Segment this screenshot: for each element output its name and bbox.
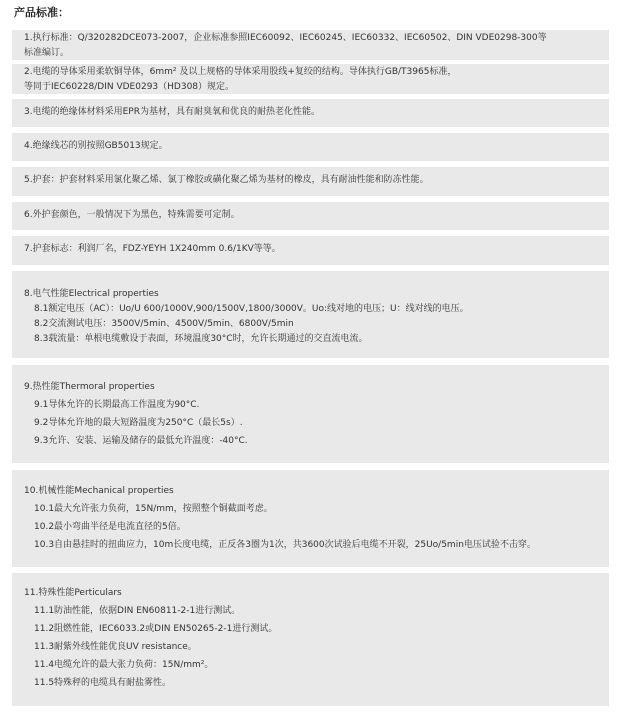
list-item: 11.4电缆允许的最大张力负荷：15N/mm²。 (34, 660, 214, 670)
list-item: 9.2导体允许地的最大短路温度为250°C（最长5s）. (34, 418, 243, 428)
thermal-properties-section (12, 365, 609, 463)
conductor-section (12, 64, 609, 94)
section-text: 等同于IEC60228/DIN VDE0293（HD308）规定。 (24, 82, 235, 92)
sheath-section (12, 167, 609, 196)
sheath-marking-section (12, 236, 609, 265)
list-item: 9.1导体允许的长期最高工作温度为90°C. (34, 400, 200, 410)
mechanical-properties-section (12, 470, 609, 567)
section-text: 3.电缆的绝缘体材料采用EPR为基材，具有耐臭氧和优良的耐热老化性能。 (24, 107, 320, 117)
section-text: 7.护套标志：利润厂名，FDZ-YEYH 1X240mm 0.6/1KV等等。 (24, 244, 281, 254)
list-item: 10.1最大允许张力负荷，15N/mm，按照整个铜截面考虑。 (34, 504, 273, 514)
section-text: 1.执行标准：Q/320282DCE073-2007，企业标准参照IEC60092、IEC60245、IEC60332、IEC60502、DIN VDE0298-300等 (24, 33, 547, 43)
list-item: 10.2最小弯曲半径是电流直径的5倍。 (34, 522, 186, 532)
standard-section-1 (12, 30, 609, 60)
list-item: 8.3载流量：单根电缆敷设于表面，环境温度30°C时，允许长期通过的交直流电流。 (34, 334, 368, 344)
particular-properties-section (12, 573, 609, 706)
core-identification-section (12, 133, 609, 161)
list-item: 10.3自由悬挂时的扭曲应力，10m长度电缆，正反各3圈为1次，共3600次试验后电缆不开裂，25Uo/5min电压试验不击穿。 (34, 540, 536, 550)
list-item: 11.1防油性能，依据DIN EN60811-2-1进行测试。 (34, 606, 241, 616)
section-text: 2.电缆的导体采用柔软铜导体，6mm² 及以上规格的导体采用股线+复绞的结构。导体执行GB/T3965标准， (24, 67, 457, 77)
page-title: 产品标准： (14, 6, 69, 19)
section-heading: 11.特殊性能Perticulars (24, 588, 122, 598)
list-item: 11.2阻燃性能，IEC6033.2或DIN EN50265-2-1进行测试。 (34, 624, 278, 634)
insulation-section (12, 99, 609, 127)
list-item: 8.2交流测试电压：3500V/5min、4500V/5min、6800V/5min (34, 319, 294, 329)
list-item: 11.5特殊秤的电缆具有耐盐雾性。 (34, 678, 172, 688)
section-heading: 8.电气性能Electrical properties (24, 289, 159, 299)
sheath-color-section (12, 202, 609, 230)
section-heading: 9.热性能Thermoral properties (24, 382, 155, 392)
list-item: 9.3允许、安装、运输及储存的最低允许温度：-40°C. (34, 436, 248, 446)
section-text: 4.绝缘线芯的别按照GB5013规定。 (24, 141, 168, 151)
section-text: 5.护套：护套材料采用氯化聚乙烯、氯丁橡胶或磺化聚乙烯为基材的橡皮，具有耐油性能和防冻性能。 (24, 175, 429, 185)
list-item: 11.3耐紫外线性能优良UV resistance。 (34, 642, 197, 652)
section-heading: 10.机械性能Mechanical properties (24, 486, 174, 496)
section-text: 6.外护套颜色，一般情况下为黑色，特殊需要可定制。 (24, 210, 240, 220)
list-item: 8.1额定电压（AC）：Uo/U 600/1000V,900/1500V,1800/3000V。Uo:线对地的电压；U：线对线的电压。 (34, 304, 469, 314)
section-text: 标准编订。 (24, 48, 70, 58)
electrical-properties-section (12, 271, 609, 358)
